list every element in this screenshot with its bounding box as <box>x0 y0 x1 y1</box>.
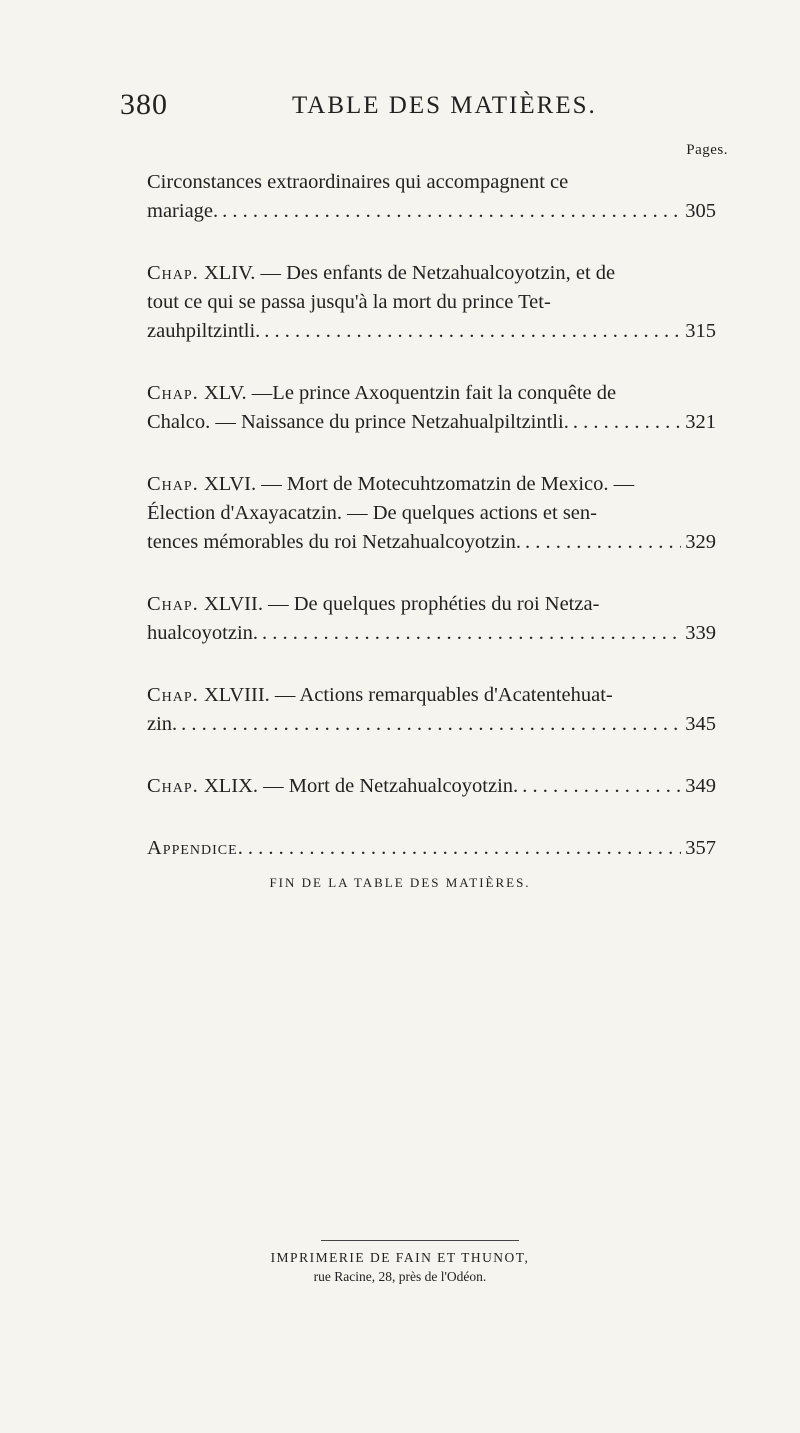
leader-dots <box>248 834 681 863</box>
entry-text: XLV. —Le prince Axoquentzin fait la conquête de <box>203 382 617 404</box>
entry-text: zauhpiltzintli. <box>147 320 261 342</box>
chapter-prefix: Chap. <box>147 593 199 615</box>
entry-line <box>147 470 716 499</box>
toc-entry <box>147 470 716 557</box>
toc-entry <box>147 772 716 801</box>
entry-text: XLIV. — Des enfants de Netzahualcoyotzin, et de <box>203 262 616 284</box>
leader-dots <box>573 408 681 437</box>
entry-line <box>147 379 716 408</box>
entry-page: 345 <box>685 713 716 735</box>
entry-page: 305 <box>685 200 716 222</box>
entry-text: Chalco. — Naissance du prince Netzahualpiltzintli. <box>147 411 569 433</box>
chapter-prefix: Chap. <box>147 382 199 404</box>
entry-last-line <box>147 834 716 863</box>
entry-text: hualcoyotzin. <box>147 622 259 644</box>
toc-entry <box>147 259 716 346</box>
leader-dots <box>181 710 681 739</box>
leader-dots <box>522 772 681 801</box>
end-of-table-note: FIN DE LA TABLE DES MATIÈRES. <box>269 875 531 890</box>
toc-entry <box>147 590 716 648</box>
running-title: TABLE DES MATIÈRES. <box>292 92 597 119</box>
entry-text: tences mémorables du roi Netzahualcoyotzin. <box>147 531 521 553</box>
entry-title: XLIX. — Mort de Netzahualcoyotzin. <box>203 775 519 797</box>
imprint-line-2: rue Racine, 28, près de l'Odéon. <box>313 1269 487 1284</box>
chapter-prefix: Chap. <box>147 473 199 495</box>
entry-line: Élection d'Axayacatzin. — De quelques actions et sen- <box>147 502 597 524</box>
entry-line <box>147 259 716 288</box>
page-header <box>120 88 720 128</box>
entry-text: XLVII. — De quelques prophéties du roi Netza- <box>203 593 600 615</box>
entry-last-line <box>147 619 716 648</box>
entry-text: mariage. <box>147 200 219 222</box>
leader-dots <box>264 317 681 346</box>
entry-line: Circonstances extraordinaires qui accompagnent ce <box>147 171 569 193</box>
entry-page: 349 <box>685 775 716 797</box>
toc-entry <box>147 834 716 863</box>
toc-entry <box>147 379 716 437</box>
entry-text <box>147 772 518 801</box>
imprint-line-1: IMPRIMERIE DE FAIN ET THUNOT, <box>270 1250 530 1265</box>
entry-page: 315 <box>685 320 716 342</box>
page-number: 380 <box>120 88 168 121</box>
entry-last-line <box>147 317 716 346</box>
table-of-contents <box>147 168 716 896</box>
toc-entry <box>147 681 716 739</box>
chapter-prefix: Chap. <box>147 775 199 797</box>
entry-text: zin. <box>147 713 178 735</box>
appendix-label: Appendice. <box>147 837 244 859</box>
divider <box>321 1240 519 1241</box>
chapter-prefix: Chap. <box>147 262 199 284</box>
entry-line <box>147 681 716 710</box>
entry-line <box>147 590 716 619</box>
leader-dots <box>222 197 681 226</box>
entry-line: tout ce qui se passa jusqu'à la mort du prince Tet- <box>147 291 551 313</box>
entry-last-line <box>147 528 716 557</box>
entry-text: XLVI. — Mort de Motecuhtzomatzin de Mexico. — <box>203 473 635 495</box>
leader-dots <box>262 619 681 648</box>
entry-last-line <box>147 408 716 437</box>
entry-last-line <box>147 772 716 801</box>
entry-last-line <box>147 710 716 739</box>
toc-entry <box>147 168 716 226</box>
entry-page: 329 <box>685 531 716 553</box>
entry-page: 339 <box>685 622 716 644</box>
entry-last-line <box>147 197 716 226</box>
printer-imprint <box>0 1248 800 1286</box>
chapter-prefix: Chap. <box>147 684 199 706</box>
leader-dots <box>525 528 681 557</box>
pages-column-label: Pages. <box>686 142 728 158</box>
entry-page: 321 <box>685 411 716 433</box>
entry-page: 357 <box>685 837 716 859</box>
entry-text: XLVIII. — Actions remarquables d'Acatentehuat- <box>203 684 613 706</box>
